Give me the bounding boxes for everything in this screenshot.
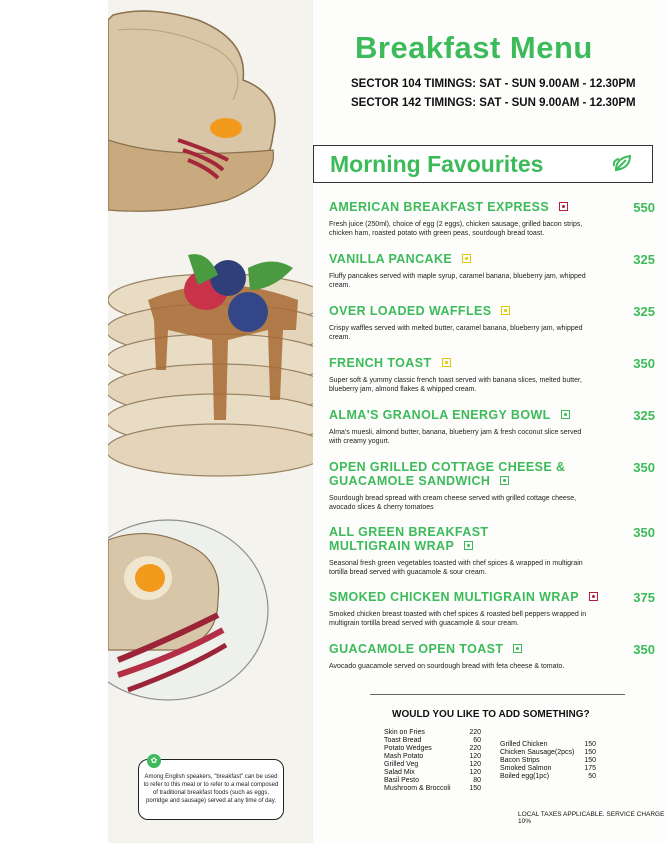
- list-item: Mushroom & Broccoli 150: [384, 785, 481, 792]
- egg-mark-icon: [442, 358, 451, 367]
- item-description: Avocado guacamole served on sourdough bread with feta cheese & tomato.: [329, 663, 565, 670]
- item-name: FRENCH TOAST: [329, 356, 579, 370]
- item-name: SMOKED CHICKEN MULTIGRAIN WRAP: [329, 590, 604, 604]
- item-name: OPEN GRILLED COTTAGE CHEESE & GUACAMOLE SANDWICH: [329, 460, 566, 488]
- item-name: ALMA'S GRANOLA ENERGY BOWL: [329, 408, 579, 422]
- section-header: [313, 145, 653, 183]
- page-title: Breakfast Menu: [355, 30, 593, 65]
- list-item: Chicken Sausage(2pcs) 150: [500, 749, 596, 756]
- addons-list-right: [500, 741, 596, 781]
- item-description: Fresh juice (250ml), choice of egg (2 eggs), chicken sausage, grilled bacon strips, chicken ham, roasted potato with green peas, sourdough bread toast.: [329, 221, 583, 237]
- addons-title: WOULD YOU LIKE TO ADD SOMETHING?: [392, 709, 590, 720]
- item-price: 325: [633, 408, 655, 423]
- item-description: Sourdough bread spread with cream cheese served with grilled cottage cheese, avocado slices & cherry tomatoes: [329, 495, 577, 511]
- menu-item: [329, 252, 659, 290]
- item-description: Crispy waffles served with melted butter, caramel banana, blueberry jam, whipped cream.: [329, 325, 583, 341]
- list-item: Bacon Strips 150: [500, 757, 596, 764]
- list-item: Grilled Veg 120: [384, 761, 481, 768]
- timing-sector-104: SECTOR 104 TIMINGS: SAT - SUN 9.00AM - 12.30PM: [351, 78, 636, 90]
- item-price: 350: [633, 642, 655, 657]
- item-price: 350: [633, 460, 655, 475]
- nonveg-mark-icon: [589, 592, 598, 601]
- item-name: ALL GREEN BREAKFAST MULTIGRAIN WRAP: [329, 525, 489, 553]
- veg-mark-icon: [464, 541, 473, 550]
- leaf-icon: ✿: [147, 754, 161, 768]
- breakfast-art-icon: [108, 0, 313, 843]
- item-price: 325: [633, 252, 655, 267]
- item-price: 350: [633, 525, 655, 540]
- list-item: Basil Pesto 80: [384, 777, 481, 784]
- list-item: Grilled Chicken 150: [500, 741, 596, 748]
- list-item: Smoked Salmon 175: [500, 765, 596, 772]
- item-name: GUACAMOLE OPEN TOAST: [329, 642, 579, 656]
- item-description: Seasonal fresh green vegetables toasted with chef spices & wrapped in multigrain tortilla bread served with guacamole & sour cream.: [329, 560, 583, 576]
- list-item: Skin on Fries 220: [384, 729, 481, 736]
- veg-mark-icon: [561, 410, 570, 419]
- item-name: AMERICAN BREAKFAST EXPRESS: [329, 200, 579, 214]
- item-description: Alma's muesli, almond butter, banana, blueberry jam & fresh coconut slice served with creamy yogurt.: [329, 429, 582, 445]
- timing-sector-142: SECTOR 142 TIMINGS: SAT - SUN 9.00AM - 12.30PM: [351, 97, 636, 109]
- item-price: 375: [633, 590, 655, 605]
- menu-item: [329, 460, 659, 512]
- item-description: Fluffy pancakes served with maple syrup, caramel banana, blueberry jam, whipped cream.: [329, 273, 586, 289]
- list-item: Potato Wedges 220: [384, 745, 481, 752]
- divider: [370, 694, 625, 695]
- food-illustration: [108, 0, 313, 843]
- item-price: 325: [633, 304, 655, 319]
- leaf-icon: [612, 152, 634, 179]
- info-note: [138, 756, 284, 820]
- menu-item: [329, 525, 659, 577]
- veg-mark-icon: [500, 476, 509, 485]
- egg-mark-icon: [462, 254, 471, 263]
- menu-item: [329, 356, 659, 394]
- menu-item: [329, 642, 659, 671]
- addons-list-left: [384, 729, 481, 793]
- tax-note: LOCAL TAXES APPLICABLE. SERVICE CHARGE 10%: [518, 811, 665, 825]
- note-text: Among English speakers, "breakfast" can be used to refer to this meal or to refer to a meal composed of traditional breakfast foods (such as eggs, porridge and sausage) served at any time of day.: [143, 774, 279, 804]
- section-title: Morning Favourites: [330, 151, 544, 177]
- menu-item: [329, 590, 659, 628]
- list-item: Mash Potato 120: [384, 753, 481, 760]
- menu-item: [329, 408, 659, 446]
- list-item: Salad Mix 120: [384, 769, 481, 776]
- item-description: Smoked chicken breast toasted with chef spices & roasted bell peppers wrapped in multigrain tortilla bread served with guacamole & sour cream.: [329, 611, 587, 627]
- item-price: 350: [633, 356, 655, 371]
- veg-mark-icon: [513, 644, 522, 653]
- egg-mark-icon: [501, 306, 510, 315]
- list-item: Toast Bread 60: [384, 737, 481, 744]
- item-description: Super soft & yummy classic french toast served with banana slices, melted butter, blueberry jam, almond flakes & whipped cream.: [329, 377, 582, 393]
- item-name: VANILLA PANCAKE: [329, 252, 579, 266]
- list-item: Boiled egg(1pc) 50: [500, 773, 596, 780]
- item-price: 550: [633, 200, 655, 215]
- menu-item: [329, 304, 659, 342]
- nonveg-mark-icon: [559, 202, 568, 211]
- item-name: OVER LOADED WAFFLES: [329, 304, 579, 318]
- menu-item: [329, 200, 659, 238]
